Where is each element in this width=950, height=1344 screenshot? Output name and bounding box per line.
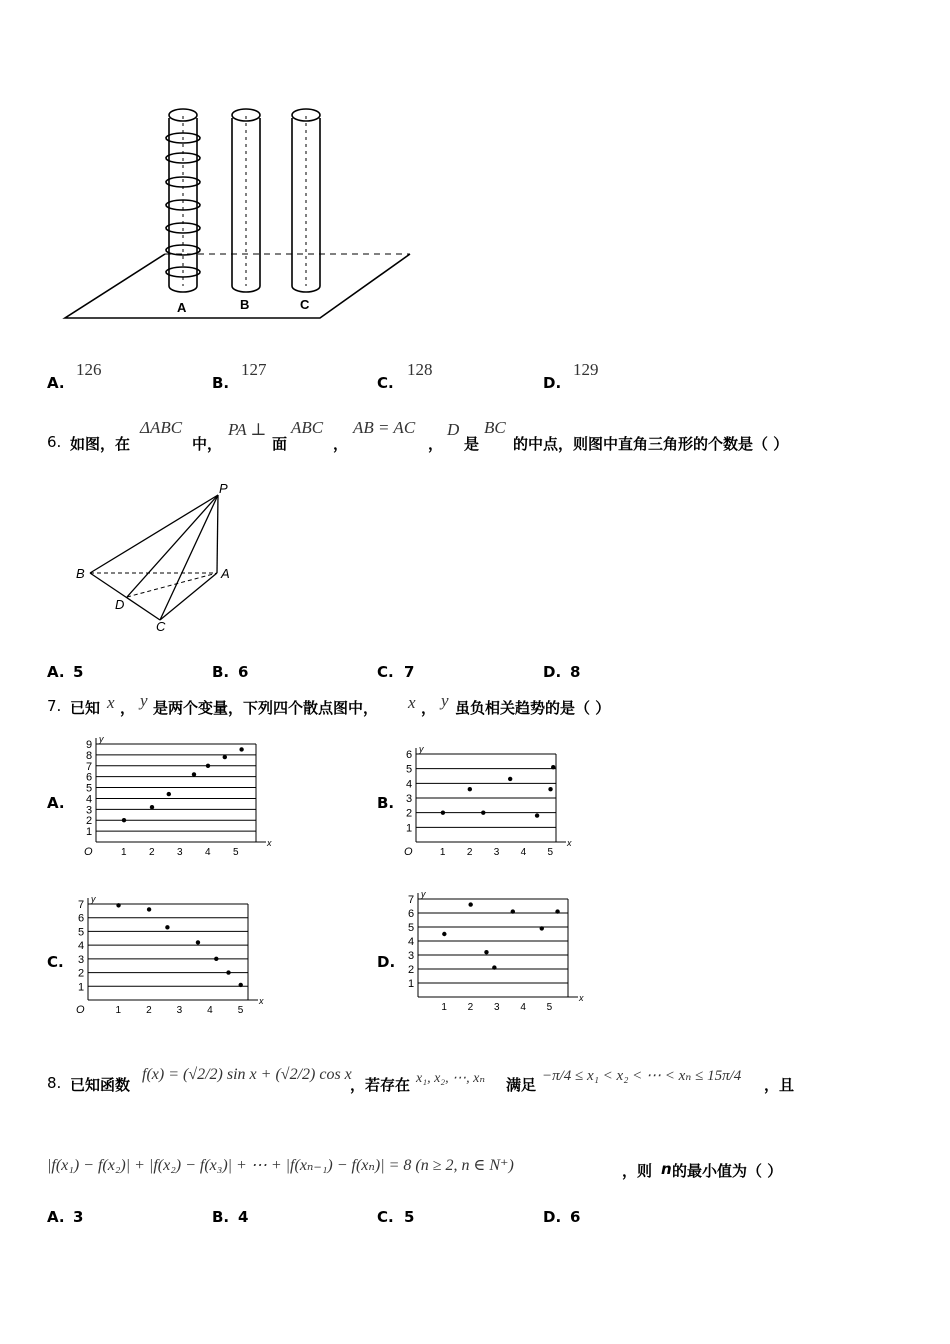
y-tick-label: 1 — [406, 822, 413, 835]
q6-option-b-letter: B. — [212, 663, 230, 681]
q8-option-b-letter: B. — [212, 1208, 230, 1226]
y-tick-label: 4 — [86, 793, 93, 806]
y-tick-label: 6 — [408, 908, 415, 920]
y-tick-label: 1 — [408, 978, 415, 990]
cylinder-a — [166, 109, 200, 292]
scatter-point — [226, 970, 230, 974]
label-a: A — [221, 566, 230, 581]
y-tick-label: 6 — [78, 912, 85, 925]
y-tick-label: 9 — [86, 739, 93, 751]
q5-option-a-value: 126 — [76, 360, 102, 379]
y-tick-label: 6 — [406, 749, 413, 761]
q8-option-d-letter: D. — [543, 1208, 562, 1226]
q5-option-d-value: 129 — [573, 360, 599, 379]
q7-math-y: y — [140, 691, 148, 710]
scatter-point — [196, 940, 200, 944]
scatter-point — [555, 909, 559, 913]
x-tick-label: 5 — [547, 847, 554, 858]
y-tick-label: 2 — [406, 807, 413, 820]
scatter-chart-d — [402, 889, 592, 1013]
q6-text-3: 面 — [272, 435, 288, 453]
x-tick-label: 4 — [205, 847, 211, 858]
q6-text-7: 的中点，则图中直角三角形的个数是（ ） — [513, 435, 789, 453]
q6-math-triangle: ΔABC — [140, 418, 183, 437]
q7-option-a-letter: A. — [47, 794, 65, 812]
y-tick-label: 2 — [408, 964, 415, 976]
q6-option-b-value: 6 — [238, 663, 249, 681]
q6-number: 6. — [47, 433, 62, 451]
scatter-point — [167, 792, 171, 796]
x-tick-label: 2 — [466, 847, 473, 858]
x-tick-label: 4 — [520, 847, 527, 858]
x-tick-label: 3 — [176, 1005, 183, 1016]
y-tick-label: 4 — [406, 778, 413, 791]
q6-text-2: 中， — [192, 435, 223, 453]
scatter-point — [192, 772, 196, 776]
q7-option-b-letter: B. — [377, 794, 395, 812]
q8-text-6: 的最小值为（ ） — [672, 1162, 783, 1180]
q8-math-vars: x₁, x₂, ⋯, xₙ — [416, 1071, 486, 1086]
y-axis-label: y — [419, 744, 424, 754]
label-d: D — [115, 597, 125, 612]
y-axis-label: y — [91, 894, 96, 904]
x-tick-label: 2 — [149, 847, 155, 858]
q7-text-1: 已知 — [70, 699, 101, 717]
q8-text-1: 已知函数 — [70, 1076, 131, 1094]
scatter-point — [484, 950, 488, 954]
q7-math-y2: y — [441, 691, 449, 710]
scatter-point — [150, 805, 154, 809]
q8-math-n: n — [661, 1160, 672, 1178]
x-axis-label: x — [259, 996, 264, 1006]
x-tick-label: 1 — [439, 847, 446, 858]
cylinder-label-a: A — [177, 300, 187, 315]
y-axis-label: y — [99, 734, 104, 744]
q8-text-5: ，则 — [622, 1162, 653, 1180]
q6-text-5: ， — [428, 435, 444, 453]
q7-text-3: 是两个变量，下列四个散点图中， — [153, 699, 379, 717]
scatter-point — [122, 818, 126, 822]
y-tick-label: 1 — [86, 826, 93, 839]
q8-text-2: ，若存在 — [350, 1076, 411, 1094]
q8-option-c-letter: C. — [377, 1208, 394, 1226]
q6-text-4: ， — [333, 435, 349, 453]
q5-option-c-value: 128 — [407, 360, 433, 379]
x-tick-label: 2 — [467, 1002, 474, 1013]
plane-outline — [65, 254, 410, 318]
scatter-point — [206, 764, 210, 768]
q6-math-equal-sides: AB = AC — [353, 418, 416, 437]
y-tick-label: 3 — [408, 950, 415, 962]
scatter-point — [511, 909, 515, 913]
scatter-point — [508, 777, 512, 781]
scatter-point — [116, 903, 120, 907]
q8-option-a-letter: A. — [47, 1208, 65, 1226]
q6-option-a-letter: A. — [47, 663, 65, 681]
origin-label: O — [404, 846, 413, 858]
y-tick-label: 8 — [86, 749, 93, 762]
cylinder-figure — [55, 100, 425, 325]
y-axis-label: y — [421, 889, 426, 899]
x-axis-label: x — [267, 838, 272, 848]
x-tick-label: 5 — [233, 847, 239, 858]
y-tick-label: 3 — [86, 804, 93, 817]
q6-option-c-value: 7 — [404, 663, 415, 681]
q7-math-x2: x — [408, 693, 416, 712]
label-b: B — [76, 566, 85, 581]
q5-option-c-letter: C. — [377, 374, 394, 392]
q7-option-c-letter: C. — [47, 953, 64, 971]
q6-option-d-value: 8 — [570, 663, 581, 681]
q7-math-x: x — [107, 693, 115, 712]
y-tick-label: 3 — [406, 793, 413, 805]
q6-option-d-letter: D. — [543, 663, 562, 681]
y-tick-label: 7 — [86, 760, 93, 773]
y-tick-label: 7 — [78, 899, 85, 911]
q8-option-b-value: 4 — [238, 1208, 249, 1226]
q8-option-a-value: 3 — [73, 1208, 84, 1226]
scatter-point — [548, 787, 552, 791]
q8-math-function: f(x) = (√2/2) sin x + (√2/2) cos x — [142, 1066, 352, 1083]
scatter-point — [540, 926, 544, 930]
scatter-point — [239, 983, 243, 987]
q7-text-4: ， — [421, 699, 437, 717]
q8-option-d-value: 6 — [570, 1208, 581, 1226]
x-tick-label: 2 — [146, 1005, 152, 1016]
x-tick-label: 5 — [237, 1005, 244, 1016]
cylinder-c — [292, 109, 320, 292]
q6-text-6: 是 — [464, 435, 480, 453]
x-tick-label: 1 — [121, 847, 127, 858]
q8-option-c-value: 5 — [404, 1208, 415, 1226]
x-tick-label: 4 — [520, 1002, 526, 1013]
q7-text-5: 虽负相关趋势的是（ ） — [455, 699, 611, 717]
q6-math-bc: BC — [484, 418, 506, 437]
q7-number: 7. — [47, 697, 62, 715]
y-tick-label: 4 — [78, 940, 85, 953]
y-tick-label: 1 — [78, 981, 85, 994]
q5-option-b-letter: B. — [212, 374, 230, 392]
cylinder-b — [232, 109, 260, 292]
scatter-chart-a — [80, 734, 280, 858]
y-tick-label: 5 — [406, 763, 413, 776]
scatter-point — [468, 902, 472, 906]
origin-label: O — [76, 1004, 85, 1016]
q6-math-d: D — [447, 420, 460, 439]
x-tick-label: 4 — [207, 1005, 213, 1016]
q8-number: 8. — [47, 1074, 62, 1092]
x-tick-label: 3 — [494, 1002, 500, 1013]
x-tick-label: 3 — [493, 847, 500, 858]
origin-label: O — [84, 846, 93, 858]
q7-option-d-letter: D. — [377, 953, 396, 971]
y-tick-label: 2 — [86, 815, 93, 828]
y-tick-label: 3 — [78, 953, 85, 966]
q7-text-2: ， — [120, 699, 136, 717]
scatter-chart-c — [72, 894, 272, 1016]
y-tick-label: 5 — [408, 922, 415, 934]
scatter-point — [441, 810, 445, 814]
q5-option-a-letter: A. — [47, 374, 65, 392]
scatter-point — [214, 957, 218, 961]
x-axis-label: x — [567, 838, 572, 848]
q6-math-plane: ABC — [291, 418, 324, 437]
q6-option-a-value: 5 — [73, 663, 84, 681]
y-tick-label: 6 — [86, 771, 93, 784]
y-tick-label: 7 — [408, 894, 415, 906]
cylinder-label-b: B — [240, 297, 250, 312]
q8-math-inequality: −π/4 ≤ x₁ < x₂ < ⋯ < xₙ ≤ 15π/4 — [542, 1068, 742, 1084]
scatter-point — [551, 765, 555, 769]
cylinder-label-c: C — [300, 297, 310, 312]
q5-option-d-letter: D. — [543, 374, 562, 392]
tetrahedron-figure — [72, 483, 242, 633]
scatter-point — [239, 747, 243, 751]
scatter-point — [442, 932, 446, 936]
y-tick-label: 5 — [86, 782, 93, 795]
label-p: P — [219, 483, 228, 496]
q8-text-4: ，且 — [764, 1076, 795, 1094]
scatter-chart-b — [400, 744, 580, 858]
x-axis-label: x — [579, 993, 584, 1003]
q6-math-perp: PA ⊥ — [228, 420, 267, 439]
y-tick-label: 5 — [78, 926, 85, 939]
q8-text-3: 满足 — [506, 1076, 537, 1094]
y-tick-label: 2 — [78, 967, 85, 980]
label-c: C — [156, 619, 166, 633]
x-tick-label: 1 — [441, 1002, 447, 1013]
scatter-point — [165, 925, 169, 929]
y-tick-label: 4 — [408, 936, 415, 948]
x-tick-label: 5 — [546, 1002, 553, 1013]
q6-option-c-letter: C. — [377, 663, 394, 681]
scatter-point — [492, 965, 496, 969]
q5-option-b-value: 127 — [241, 360, 267, 379]
scatter-point — [535, 813, 539, 817]
x-tick-label: 1 — [115, 1005, 122, 1016]
scatter-point — [223, 755, 227, 759]
q6-text-1: 如图，在 — [70, 435, 131, 453]
scatter-point — [468, 787, 472, 791]
scatter-point — [481, 810, 485, 814]
scatter-point — [147, 907, 151, 911]
x-tick-label: 3 — [177, 847, 183, 858]
q8-math-sum: |f(x₁) − f(x₂)| + |f(x₂) − f(x₃)| + ⋯ + |f(xₙ₋₁) − f(xₙ)| = 8 (n ≥ 2, n ∈ N⁺) — [47, 1157, 514, 1174]
